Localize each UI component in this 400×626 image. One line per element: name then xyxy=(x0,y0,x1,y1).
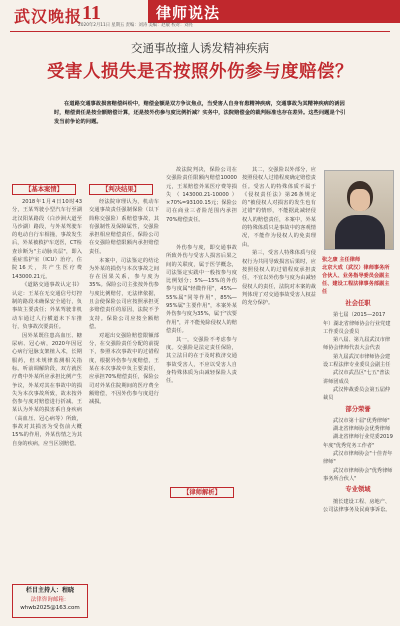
paragraph: 故法院判决，保险公司在交强险责任限额内赔偿10000元，王某赔偿外某医疗费等损失（143000.21-10000）×70%=93100.15元；保险公司在商业三者险范围内承担70%赔偿责任。 xyxy=(166,167,237,223)
honor-item: 湖北省律师行业党委2019年度"优秀党务工作者" xyxy=(323,434,393,449)
newspaper-logo: 武汉晚报 xyxy=(14,7,83,26)
honors-title: 部分荣誉 xyxy=(345,405,371,413)
role-item: 第九届武汉市律师协会建设工程法律专业委员会副主任 xyxy=(323,353,391,369)
masthead xyxy=(0,0,400,34)
business-title: 专业领域 xyxy=(345,486,371,494)
contact-title: 栏目主持人：程晓 xyxy=(25,587,74,594)
article-lead: 在道路交通事故损害赔偿纠纷中，赔偿金额是双方争议焦点，当受害人自身有患精神疾病，交通事故为其精神疾病的诱因时，赔偿责任是按全额赔偿计算，还是按外伤参与度比例折减？实务中，法院赔偿金的裁判标准也存在差异。这些问题是个引发当前争论的问题。 xyxy=(54,101,346,125)
social-title: 社会任职 xyxy=(345,300,371,307)
masthead-rule xyxy=(10,31,390,32)
judgment-section-title: 【判决结果】 xyxy=(89,184,153,195)
article-subtitle: 交通事故撞人诱发精神疾病 xyxy=(131,41,269,55)
paragraph: 其一，交强险不考虑参与度。交强险是法定责任保险，其立法目的在于及时救济交通事故受害人，不应以受害人自身特殊体质为由减轻保险人责任。 xyxy=(166,336,237,385)
honor-item: 武汉市律师协会"十佳青年律师" xyxy=(323,451,393,466)
article-headline: 受害人损失是否按照外伤参与度赔偿？ xyxy=(47,62,353,82)
honor-item: 湖北省律师协会优秀律师 xyxy=(333,426,391,433)
business-item: 擅长建设工程、房地产、公司法律事务及民商事诉讼。 xyxy=(323,498,391,513)
social-roles xyxy=(323,300,393,514)
paragraph: 本案中，司法鉴定的结论为外某的损伤与本次事故之间存在因果关系，参与度为35%。保险公司主张按外伤参与度比例赔付，无法律依据，且会使保险公司应按照承担更多赔偿责任的原因，法院不予支持。保险公司应按全额赔偿。 xyxy=(89,257,159,330)
author-title: 北京大成（武汉）律师事务所合伙人、业务指导委员会副主任、建设工程法律事务部副主任 xyxy=(322,265,390,295)
paragraph: 对超出交强险赔偿限额部分，在交强险责任分配的前提下，参照本次事故中的过错程度，根据外伤参与度赔偿，王某在本次事故中负主要责任，应承担70%赔偿责任，保险公司对外某住院期间的医疗费全额赔偿，不因外伤参与度进行减损。 xyxy=(89,332,159,406)
role-item: 第七届（2015—2017年）湖北省律师协会行业党建工作委员会委员 xyxy=(323,312,391,335)
role-item: 武汉市武昌区"七五"普法讲师团成员 xyxy=(323,370,390,385)
lawyer-photo xyxy=(324,170,394,250)
photo-face xyxy=(350,189,370,211)
contact-email[interactable]: whwb2025@163.com xyxy=(20,605,80,611)
role-item: 武汉仲裁委员会第五届仲裁员 xyxy=(323,386,391,402)
paragraph: 第三，受害人特殊体质与侵权行为共同导致损害后果时，应按照侵权人的过错程度承担责任，不宜以外伤参与度为由减轻侵权人的责任，法院对本案的裁判体现了对交通事故受害人权益的充分保护。 xyxy=(242,250,316,307)
paragraph: 《道路交通事故认定书》认定：王某在无交通信号灯控制的路段未确保安全通行，负事故主要责任；外某驾驶非机动车通过人行横道未下车推行，负事故次要责任。 xyxy=(12,282,82,330)
column-4 xyxy=(242,166,316,308)
section-title: 律师说法 xyxy=(156,4,221,22)
paragraph: 外伤参与度，即交通事故所致外伤与受害人损害后果之间的关联度，属于医学概念，司法鉴定实践中一般按参与度比例划分；5%—15%的外伤参与度属"轻微作用"，45%—55%属"同等作用"，85%—95%属"主要作用"，本案外某外伤参与度为35%，属于"次要作用"，并不能免除侵权人的赔偿责任。 xyxy=(166,245,237,334)
contact-box xyxy=(12,584,88,618)
column-2 xyxy=(89,198,159,407)
lawyer-section-title: 【律师解析】 xyxy=(170,487,234,498)
column-3 xyxy=(166,166,237,225)
paragraph: 2018年1月4日10时43分，王某驾驶小型汽车行至湖北汉阳某路段（白沙洲大道至马沙湖）路段，与外某驾驶车的电动自行车相撞，事故发生后，外某被救护车送医，CT检查诊断为"主动脉夹层"，即入重症监护室（ICU）治疗，住院16天，共产生医疗费143000.21元。 xyxy=(12,199,82,280)
role-item: 第八届、第九届武汉市律师协会律师代表大会代表 xyxy=(323,337,391,352)
column-1 xyxy=(12,198,82,448)
date-line: 2020年2月11日 星期五 责编：刘涛 美编：赵敏 校对：刘亮 xyxy=(78,23,193,28)
author-caption xyxy=(322,256,394,296)
paragraph: 经法院审理认为，机动车交通事故责任强制保险（以下简称交强险）系赔偿事故，其有强制性及保障属性，交强险承担相应赔偿责任，保险公司在交强险赔偿限额内承担赔偿责任。 xyxy=(89,199,159,255)
case-section-title: 【基本案情】 xyxy=(12,184,76,195)
column-3-lower xyxy=(166,244,237,386)
honor-item: 武汉市第十届"优秀律师" xyxy=(333,417,390,424)
author-name: 张之康 主任律师 xyxy=(322,257,361,263)
photo-body xyxy=(335,215,385,250)
paragraph: 因外某既往患高血压、糖尿病、冠心病，2020年因冠心病行冠脉支架植入术，长期服药，但未规律监测相关指标。听前调解阶段，双方就医疗费中外某所应承担比例产生争议，外某对其在事故中的损失为本次事故所致，故未按外伤参与度对赔偿进行折减。王某认为外某的损害系自身疾病（高血压、冠心病等）所致，事故对其损害为受伤前大概15%的作用，外某伤情之为其自身的疾病，应当区别赔偿。 xyxy=(12,332,82,447)
contact-label: 法律咨询邮箱： xyxy=(30,596,70,603)
honor-item: 武汉市律师协会"优秀律师事务所合伙人" xyxy=(323,467,393,482)
paragraph: 其二，交强险以外部分，应按照侵权人过错程度确定赔偿责任。受害人的特殊体质不属于《侵权责任法》第26条规定的"被侵权人对损害的发生也有过错"的情形，不能据此减轻侵权人的赔偿责任，本案中，外某的特殊体质只是事故中的客观情况，不能作为侵权人的免责理由。 xyxy=(242,167,316,248)
page-number: 11 xyxy=(82,2,101,24)
